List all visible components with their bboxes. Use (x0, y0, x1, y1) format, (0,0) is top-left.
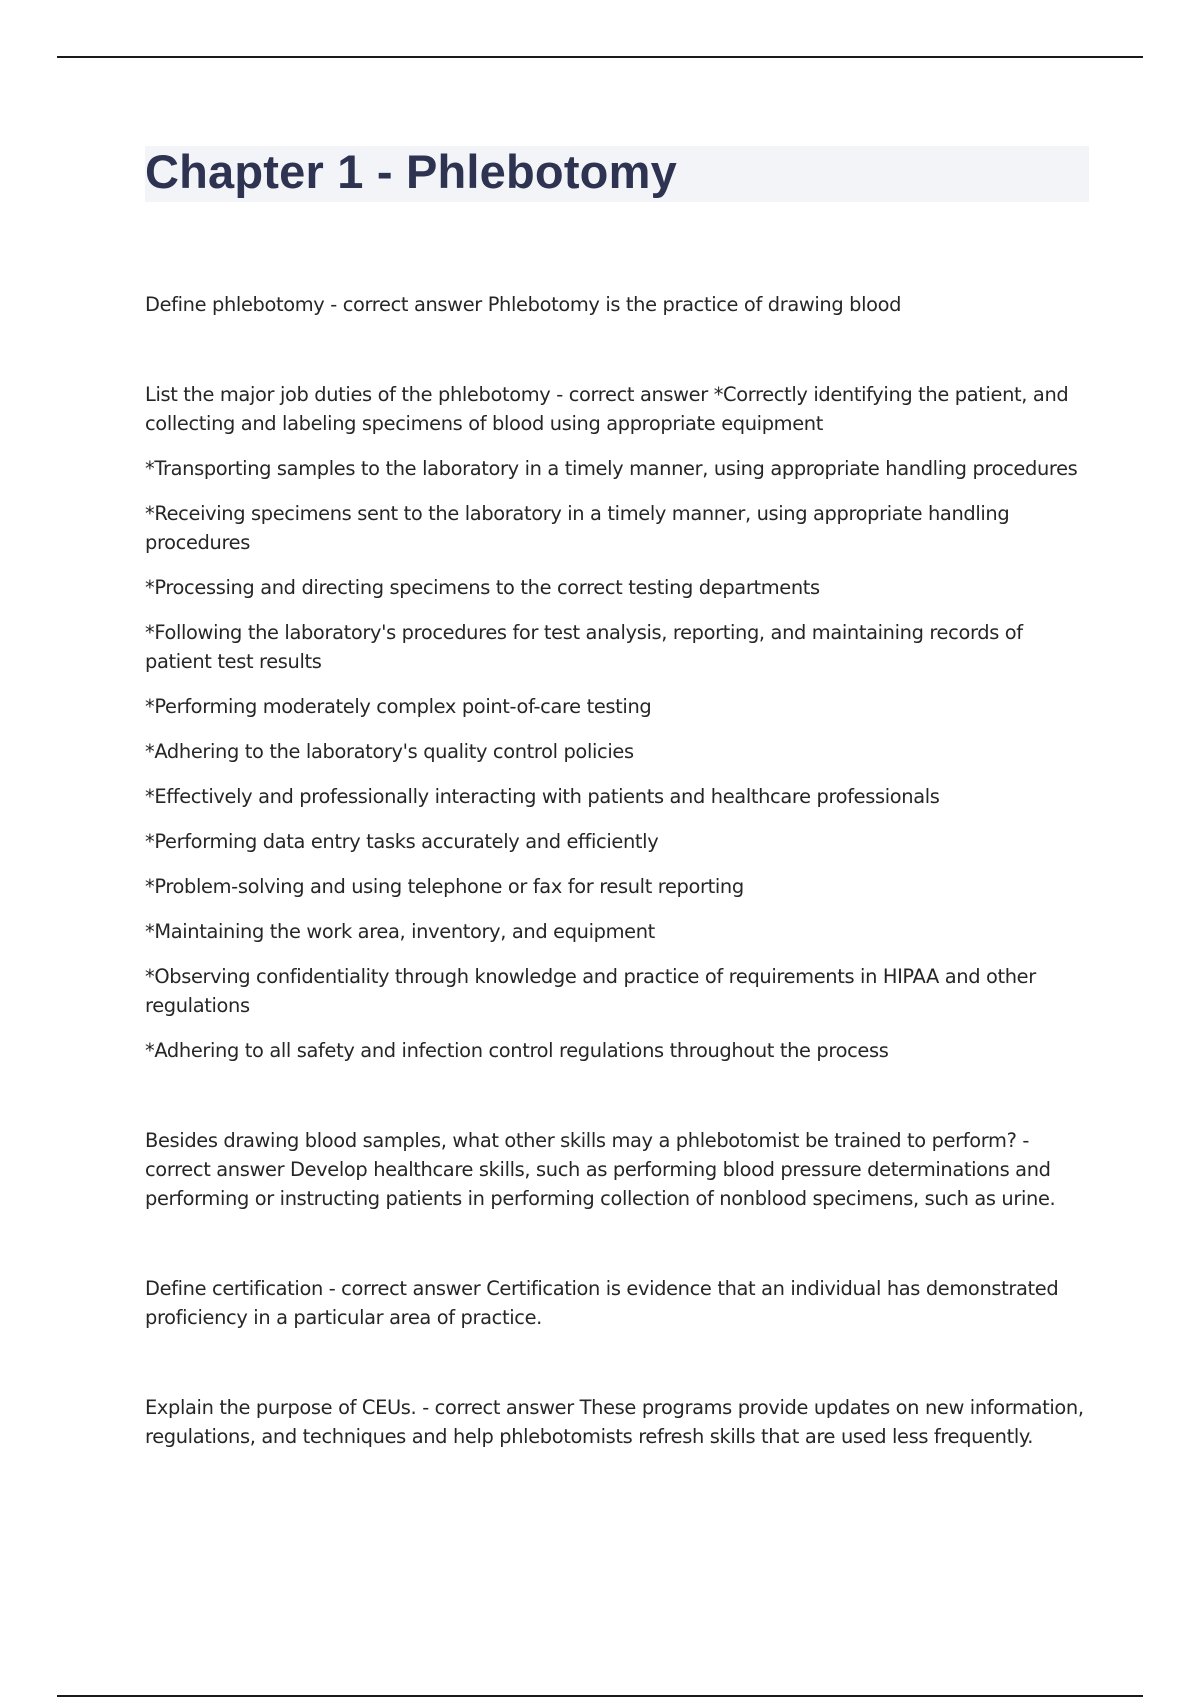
duty-item: *Adhering to the laboratory's quality control policies (145, 740, 634, 763)
duty-item: *Processing and directing specimens to the correct testing departments (145, 576, 820, 599)
duty-item: *Transporting samples to the laboratory in a timely manner, using appropriate handling procedures (145, 457, 1078, 480)
qa-ceus-purpose: Explain the purpose of CEUs. - correct answer These programs provide updates on new information, regulations, and techniques and help phlebotomists refresh skills that are used less frequently. (145, 1396, 1084, 1448)
qa-job-duties: List the major job duties of the phlebotomy - correct answer *Correctly identifying the patient, and collecting and labeling specimens of blood using appropriate equipment (145, 383, 1069, 435)
duty-item: *Performing data entry tasks accurately and efficiently (145, 830, 659, 853)
document-body (145, 290, 1090, 1451)
qa-other-skills: Besides drawing blood samples, what other skills may a phlebotomist be trained to perform? - correct answer Develop healthcare skills, such as performing blood pressure determinations and performing or instructing patients in performing collection of nonblood specimens, such as urine. (145, 1129, 1056, 1210)
bottom-divider (57, 1695, 1143, 1697)
duty-item: *Problem-solving and using telephone or fax for result reporting (145, 875, 744, 898)
qa-define-phlebotomy: Define phlebotomy - correct answer Phlebotomy is the practice of drawing blood (145, 293, 902, 316)
duty-item: *Adhering to all safety and infection control regulations throughout the process (145, 1039, 889, 1062)
duty-item: *Receiving specimens sent to the laboratory in a timely manner, using appropriate handling procedures (145, 502, 1010, 554)
duty-item: *Maintaining the work area, inventory, and equipment (145, 920, 655, 943)
duty-item: *Effectively and professionally interacting with patients and healthcare professionals (145, 785, 940, 808)
page-title: Chapter 1 - Phlebotomy (145, 145, 677, 198)
duty-item: *Observing confidentiality through knowledge and practice of requirements in HIPAA and other regulations (145, 965, 1036, 1017)
duty-item: *Performing moderately complex point-of-care testing (145, 695, 652, 718)
qa-define-certification: Define certification - correct answer Certification is evidence that an individual has demonstrated proficiency in a particular area of practice. (145, 1277, 1059, 1329)
duty-item: *Following the laboratory's procedures for test analysis, reporting, and maintaining records of patient test results (145, 621, 1023, 673)
top-divider (57, 56, 1143, 58)
